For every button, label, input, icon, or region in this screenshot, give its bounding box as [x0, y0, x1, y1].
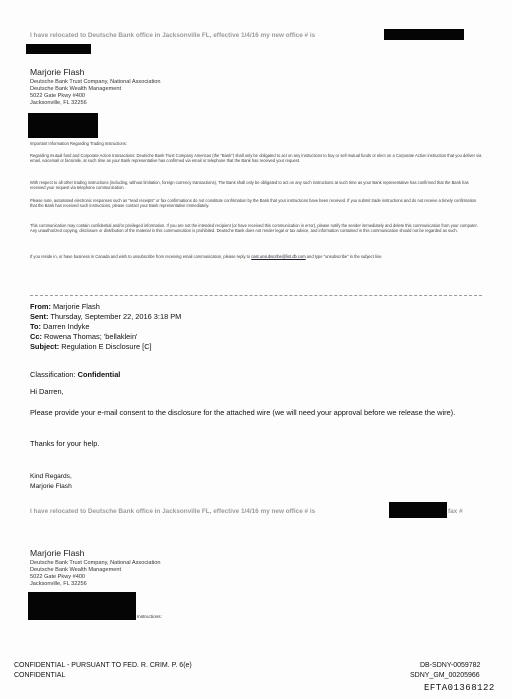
- cc-value: Rowena Thomas; 'bellaklein': [43, 332, 138, 341]
- footer-confidential: CONFIDENTIAL: [14, 672, 66, 679]
- signature-line: Deutsche Bank Trust Company, National Association: [30, 79, 161, 85]
- from-label: From:: [30, 302, 51, 311]
- instructions-fragment: Instructions:: [137, 614, 162, 619]
- signature-line: Deutsche Bank Wealth Management: [30, 567, 122, 573]
- disclaimer-paragraph: With respect to all other trading instructions (including, without limitation, foreign currency transactions), The Bank shall only be obligated to act on any such instructions at such time as your Bank representative has confirmed that the Bank has received your request via telephone communication.: [30, 180, 469, 191]
- separator-line: [30, 295, 482, 296]
- footer-bates-2: SDNY_GM_00205966: [410, 672, 480, 679]
- email-body: Please provide your e-mail consent to the disclosure for the attached wire (we will need your approval before we release the wire).: [30, 408, 456, 417]
- email-sent: [30, 312, 181, 321]
- sent-value: Thursday, September 22, 2016 3:18 PM: [50, 312, 182, 321]
- disclaimer-unsubscribe: [30, 254, 482, 259]
- relocation-notice-bottom: I have relocated to Deutsche Bank office in Jacksonville FL, effective 1/4/16 my new office # is: [30, 508, 316, 515]
- classification-value: Confidential: [77, 370, 121, 379]
- signature-name: Marjorie Flash: [30, 67, 85, 77]
- classification-label: Classification:: [30, 370, 76, 379]
- unsubscribe-email-link[interactable]: cast.unsubscribe@list.db.com: [251, 254, 306, 259]
- subject-value: Regulation E Disclosure [C]: [61, 342, 152, 351]
- signature-line: Deutsche Bank Trust Company, National Association: [30, 560, 161, 566]
- disclaimer-paragraph: Please note, automated electronic responses such as "read receipts" or fax confirmations do not constitute confirmation by the Bank that your instructions have been received. If you submit trade instructions and do not receive a timely confirmation that the Bank has received such instructions, please contact your Bank representative immediately.: [30, 198, 477, 209]
- fax-label: fax #: [448, 508, 463, 515]
- disclaimer-heading: Important Information Regarding Trading Instructions:: [30, 141, 127, 146]
- redaction-block: [384, 29, 464, 40]
- sent-label: Sent:: [30, 312, 49, 321]
- unsubscribe-prefix: If you reside in, or have business in Canada and wish to unsubscribe from receiving email communication, please reply to: [30, 254, 251, 259]
- email-closing-name: Marjorie Flash: [30, 483, 72, 490]
- footer-efta-number: EFTA01368122: [424, 683, 495, 693]
- signature-line: Deutsche Bank Wealth Management: [30, 86, 122, 92]
- to-value: Darren Indyke: [43, 322, 90, 331]
- email-greeting: Hi Darren,: [30, 387, 64, 396]
- email-from: [30, 302, 100, 311]
- signature-line: 5022 Gate Pkwy #400: [30, 93, 86, 99]
- email-closing: Kind Regards,: [30, 473, 72, 480]
- cc-label: Cc:: [30, 332, 42, 341]
- relocation-notice-top: I have relocated to Deutsche Bank office in Jacksonville FL, effective 1/4/16 my new office # is: [30, 32, 316, 39]
- email-cc: [30, 332, 137, 341]
- disclaimer-paragraph: This communication may contain confidential and/or privileged information. If you are not the intended recipient (or have received this communication in error), please notify the sender immediately and delete this communication from your computer. Any unauthorized copying, disclosure or distribution of the material in this communication is prohibited. Deutsche Bank does not render legal or tax advice, and information contained in this communication should not be regarded as such.: [30, 223, 478, 234]
- email-to: [30, 322, 89, 331]
- disclaimer-paragraph: Regarding mutual fund and Corporate Action transactions: Deutsche Bank Trust Company Americas (the "Bank") shall only be obligated to act on any instructions to buy or sell mutual funds or elect on a Corporate Action instruction that you deliver via email, voicemail or facsimile, at such time as your Bank representative has confirmed via email or telephone that the Bank has received your request.: [30, 153, 482, 164]
- subject-label: Subject:: [30, 342, 60, 351]
- signature-line: Jacksonville, FL 32256: [30, 100, 87, 106]
- signature-name: Marjorie Flash: [30, 548, 85, 558]
- from-value: Marjorie Flash: [53, 302, 100, 311]
- to-label: To:: [30, 322, 41, 331]
- email-subject: [30, 342, 152, 351]
- redaction-block: [26, 44, 91, 54]
- redaction-block: [389, 502, 447, 518]
- footer-confidential-line: CONFIDENTIAL - PURSUANT TO FED. R. CRIM. P. 6(e): [14, 662, 192, 669]
- email-thanks: Thanks for your help.: [30, 439, 100, 448]
- classification-line: [30, 370, 120, 380]
- redaction-block: [28, 592, 136, 620]
- signature-line: Jacksonville, FL 32256: [30, 581, 87, 587]
- redaction-block: [28, 113, 98, 138]
- footer-bates-1: DB-SDNY-0059782: [420, 662, 481, 669]
- signature-line: 5022 Gate Pkwy #400: [30, 574, 86, 580]
- unsubscribe-suffix: and type "unsubscribe" in the subject line.: [306, 254, 383, 259]
